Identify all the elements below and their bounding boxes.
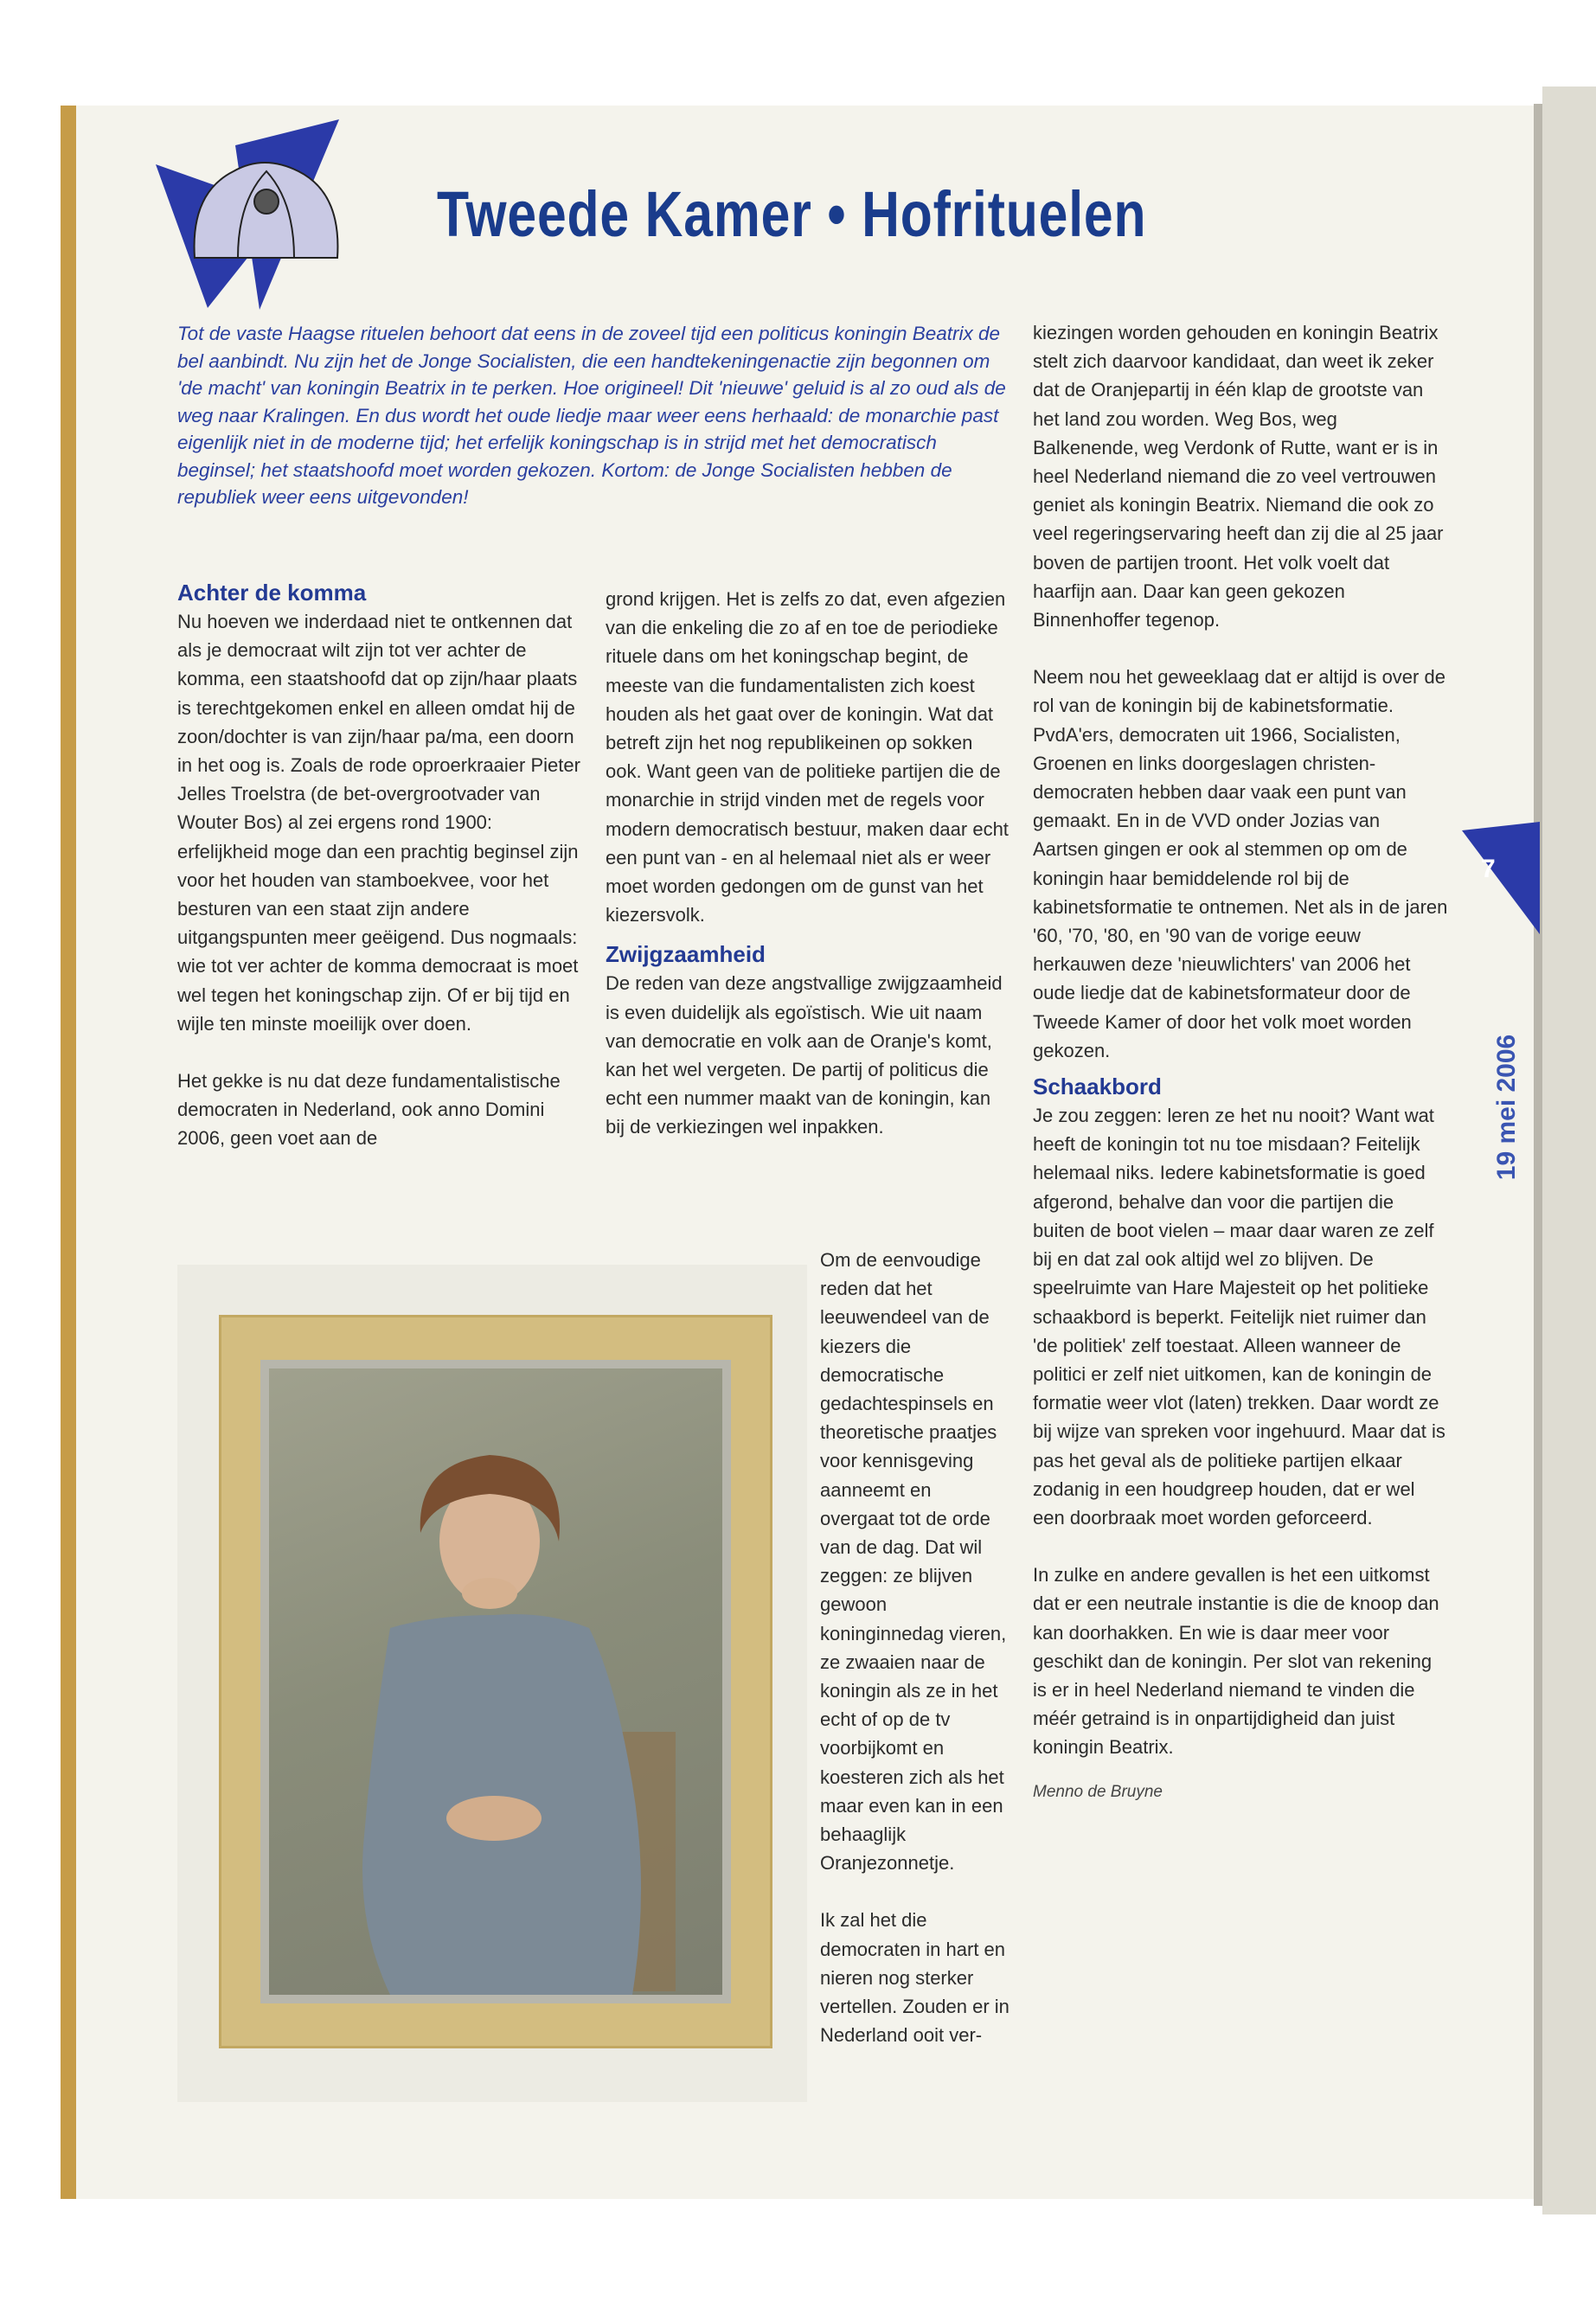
paragraph: Ik zal het die democraten in hart en nieren nog sterker vertellen. Zouden er in Nederland ooit ver- <box>820 1909 1010 2047</box>
paragraph: kiezingen worden gehouden en koningin Beatrix stelt zich daarvoor kandidaat, dan weet ik zeker dat de Oranjepartij in één klap de grootste van het land zou worden. Weg Bos, weg Balkenende, weg Verdonk of Rutte, want er is in heel Nederland niemand die zo veel vertrouwen geniet als koningin Beatrix. Niemand die ook zo veel regeringservaring heeft dan zij die al 25 jaar boven de partijen troont. Het volk voelt dat haarfijn aan. Daar kan geen gekozen Binnenhoffer tegenop. <box>1033 322 1444 631</box>
article-column-3 <box>1033 318 1448 1806</box>
issue-date-text: 19 mei 2006 <box>1492 1034 1521 1181</box>
portrait-figure <box>269 1368 722 1995</box>
painting-canvas <box>269 1368 722 1995</box>
issue-date <box>1490 1021 1524 1194</box>
page-number-marker <box>1462 822 1540 934</box>
paragraph: In zulke en andere gevallen is het een uitkomst dat er een neutrale instantie is die de knoop dan kan doorhakken. En wie is daar meer voor geschikt dan de koningin. Per slot van rekening is er in heel Nederland niemand te vinden die méér getraind is in onpartijdigheid dan juist koningin Beatrix. <box>1033 1564 1439 1759</box>
paragraph: De reden van deze angstvallige zwijgzaamheid is even duidelijk als egoïstisch. Wie uit naam van democratie en volk aan de Oranje's komt, kan het wel vergeten. De partij of politicus die echt een nummer maakt van de koningin, kan bij de verkiezingen wel inpakken. <box>606 972 1003 1138</box>
next-page-edge <box>1542 87 1596 2214</box>
tweede-kamer-logo <box>156 119 359 310</box>
paragraph: Het gekke is nu dat deze fundamentalistische democraten in Nederland, ook anno Domini 2006, geen voet aan de <box>177 1070 561 1150</box>
portrait-painting-photo <box>177 1265 807 2102</box>
page-title: Tweede Kamer • Hofrituelen <box>437 178 1147 250</box>
page-number-triangle <box>1462 822 1540 934</box>
paragraph: Neem nou het geweeklaag dat er altijd is over de rol van de koningin bij de kabinetsformatie. PvdA'ers, democraten uit 1966, Socialisten, Groenen en links doorgeslagen christen-democraten hebben daar vaak een punt van gemaakt. En in de VVD onder Jozias van Aartsen gingen er ook al stemmen op om de koningin haar bemiddelende rol bij de kabinetsformatie te ontnemen. Net als in de jaren '60, '70, '80, en '90 van de vorige eeuw herkauwen deze 'nieuwlichters' van 2006 het oude liedje dat de kabinetsformateur door de Tweede Kamer of door het volk moet worden gekozen. <box>1033 666 1448 1061</box>
article-column-2 <box>606 585 1009 1142</box>
section-heading-zwijgzaamheid: Zwijgzaamheid <box>606 941 766 968</box>
article-column-1 <box>177 578 582 1153</box>
section-heading-schaakbord: Schaakbord <box>1033 1074 1162 1100</box>
author-byline: Menno de Bruyne <box>1033 1782 1163 1801</box>
page-number: 7 <box>1481 855 1496 883</box>
paragraph: Je zou zeggen: leren ze het nu nooit? Want wat heeft de koningin tot nu toe misdaan? Feitelijk helemaal niks. Iedere kabinetsformatie is goed afgerond, behalve dan voor die partijen die buiten de boot vielen – maar daar waren ze zelf bij en dat zal ook altijd wel zo blijven. De speelruimte van Hare Majesteit op het politieke schaakbord is beperkt. Feitelijk niet ruimer dan 'de politiek' zelf toestaat. Alleen wanneer de politici er zelf niet uitkomen, kan de koningin de formatie weer vlot (laten) trekken. Daar wordt ze bij wijze van spreken voor ingehuurd. Maar dat is pas het geval als de politieke partijen elkaar zodanig in een houdgreep houden, dat er wel een doorbraak moet worden geforceerd. <box>1033 1105 1445 1529</box>
crown-emblem-icon <box>254 189 279 214</box>
article-column-2-continued <box>820 1246 1010 2049</box>
section-heading-achter-de-komma: Achter de komma <box>177 580 367 606</box>
paragraph: Nu hoeven we inderdaad niet te ontkennen dat als je democraat wilt zijn tot ver achter de komma, een staatshoofd dat op zijn/haar plaats is terechtgekomen enkel en alleen omdat hij de zoon/dochter is van zijn/haar pa/ma, een doorn in het oog is. Zoals de rode oproerkraaier Pieter Jelles Troelstra (de bet-overgrootvader van Wouter Bos) al zei ergens rond 1900: erfelijkheid moge dan een prachtig beginsel zijn voor het houden van stamboekvee, voor het besturen van een staat zijn andere uitgangspunten meer geëigend. Dus nogmaals: wie tot ver achter de komma democraat is moet wel tegen het koningschap zijn. Of er bij tijd en wijle ten minste moeilijk over doen. <box>177 611 580 1035</box>
paragraph: grond krijgen. Het is zelfs zo dat, even afgezien van die enkeling die zo af en toe de periodieke rituele dans om het koningschap begint, de meeste van die fundamentalisten zich koest houden als het gaat over de koningin. Wat dat betreft zijn het nog republikeinen op sokken ook. Want geen van de politieke partijen die de monarchie in strijd vinden met de regels voor modern democratisch bestuur, maken daar echt een punt van - en al helemaal niet als er weer moet worden gedongen om de gunst van het kiezersvolk. <box>606 588 1009 926</box>
article-intro: Tot de vaste Haagse rituelen behoort dat eens in de zoveel tijd een politicus koningin Beatrix de bel aanbindt. Nu zijn het de Jonge Socialisten, die een handtekeningenactie zijn begonnen om 'de macht' van koningin Beatrix in te perken. Hoe origineel! Dit 'nieuwe' geluid is al zo oud als de weg naar Kralingen. En dus wordt het oude liedje maar weer eens herhaald: de monarchie past eigenlijk niet in de moderne tijd; het erfelijk koningschap is in strijd met het democratisch beginsel; het staatshoofd moet worden gekozen. Kortom: de Jonge Socialisten hebben de republiek weer eens uitgevonden! <box>177 323 1006 508</box>
painting-inner-frame <box>260 1360 731 2003</box>
painting-frame <box>219 1315 772 2048</box>
neck <box>462 1578 517 1609</box>
hands <box>446 1796 542 1841</box>
page-edge-shadow <box>1534 104 1542 2206</box>
paragraph: Om de eenvoudige reden dat het leeuwendeel van de kiezers die democratische gedachtespinsels en theoretische praatjes voor kennisgeving aanneemt en overgaat tot de orde van de dag. Dat wil zeggen: ze blijven gewoon koninginnedag vieren, ze zwaaien naar de koningin als ze in het echt of op de tv voorbijkomt en koesteren zich als het maar even kan in een behaaglijk Oranjezonnetje. <box>820 1249 1007 1875</box>
